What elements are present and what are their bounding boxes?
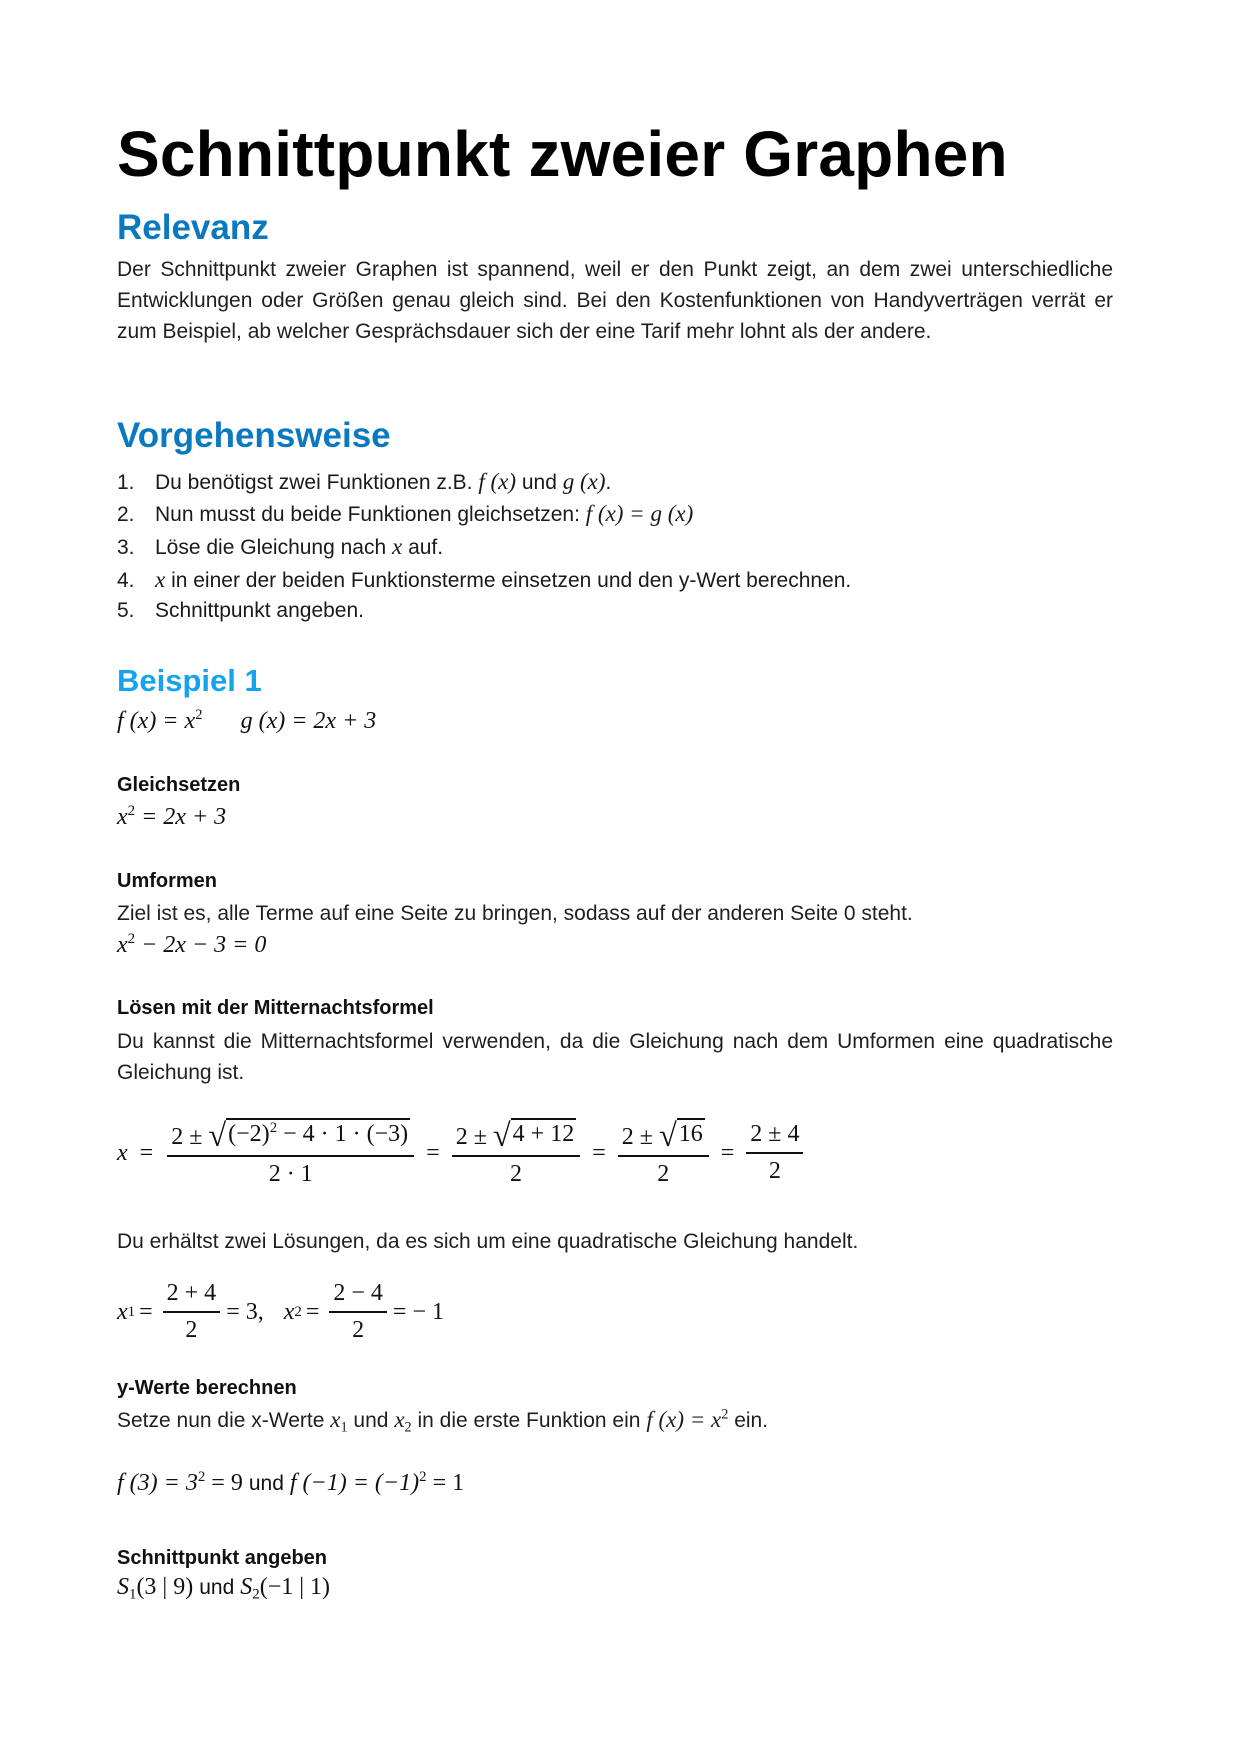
step-1: 1. Du benötigst zwei Funktionen z.B. f (x) und g (x).: [117, 469, 612, 494]
step-3: 3. Löse die Gleichung nach x auf.: [117, 534, 444, 559]
umformen-text: Ziel ist es, alle Terme auf eine Seite zu bringen, sodass auf der anderen Seite 0 steht.: [117, 902, 913, 925]
sqrt-icon: √ $(-2)^2 - 4 \cdot 1 \cdot (-3)$: [208, 1118, 409, 1154]
subheading-umformen: Umformen: [117, 870, 218, 892]
quadratic-formula: x = 2 ± √ $(-2)^2 - 4 \cdot 1 \cdot (-3)$ 2 · 1 = 2 ± √ 4 + 12 2 = 2 ± √ 16 2 = $\frac{2 \pm 4}{2}$: [117, 1118, 809, 1188]
solutions-intro-text: Du erhältst zwei Lösungen, da es sich um eine quadratische Gleichung handelt.: [117, 1230, 859, 1253]
equation-gleichsetzen: $x^2 = 2x + 3$: [117, 803, 227, 830]
step-5: 5. Schnittpunkt angeben.: [117, 599, 364, 622]
loesen-text: Du kannst die Mitternachtsformel verwenden, da die Gleichung nach dem Umformen eine quadratische Gleichung ist.: [117, 1030, 1113, 1084]
math-g-of-x: g (x): [562, 469, 606, 494]
fraction-3: 2 ± √ 16 2: [618, 1118, 709, 1188]
fraction-1: 2 ± √ $(-2)^2 - 4 \cdot 1 \cdot (-3)$ 2 · 1: [167, 1118, 414, 1188]
subheading-schnittpunkt: Schnittpunkt angeben: [117, 1547, 327, 1569]
equation-umformen: $x^2 - 2x - 3 = 0$: [117, 931, 267, 958]
subheading-gleichsetzen: Gleichsetzen: [117, 774, 241, 796]
section-heading-relevanz: Relevanz: [117, 208, 269, 247]
y-werte-calculation: f $(3) = 3^2 = 9$ und f $(-1) = (-1)^2 = 1$: [117, 1469, 465, 1496]
section-heading-vorgehensweise: Vorgehensweise: [117, 416, 391, 455]
page-title: Schnittpunkt zweier Graphen: [117, 118, 1008, 190]
example-functions: f $(x) = x^2$ g (x) = 2x + 3: [117, 707, 377, 734]
section-heading-beispiel-1: Beispiel 1: [117, 663, 262, 698]
y-werte-text: Setze nun die x-Werte $x_1$ und $x_2$ in die erste Funktion ein f $(x) = x^2$ ein.: [117, 1406, 769, 1436]
sqrt-icon: √ 4 + 12: [492, 1118, 575, 1154]
math-f-of-x: f (x): [478, 469, 517, 494]
subheading-loesen: Lösen mit der Mitternachtsformel: [117, 997, 434, 1019]
fraction-4: $\frac{2 \pm 4}{2}$: [746, 1121, 803, 1185]
sqrt-icon: √ 16: [658, 1118, 703, 1154]
step-4: 4. x in einer der beiden Funktionsterme einsetzen und den y-Wert berechnen.: [117, 567, 852, 592]
math-equation: f (x) = g (x): [585, 501, 694, 526]
relevanz-paragraph: Der Schnittpunkt zweier Graphen ist spannend, weil er den Punkt zeigt, an dem zwei unterschiedliche Entwicklungen oder Größen genau gleich sind. Bei den Kostenfunktionen von Handyverträgen verrät er zum Beispiel, ab welcher Gesprächsdauer sich der eine Tarif mehr lohnt als der andere.: [117, 258, 1113, 343]
step-2: 2. Nun musst du beide Funktionen gleichsetzen: f (x) = g (x): [117, 501, 694, 526]
solutions-equation: x 1 = $\frac{2 + 4}{2}$ = 3, x 2 = $\frac{2 - 4}{2}$ = − 1: [117, 1280, 444, 1343]
intersection-points: $S_1(3$ | 9) und $S_2(-1$ | 1): [117, 1574, 331, 1603]
subheading-y-werte: y-Werte berechnen: [117, 1377, 297, 1399]
fraction-2: 2 ± √ 4 + 12 2: [452, 1118, 581, 1188]
